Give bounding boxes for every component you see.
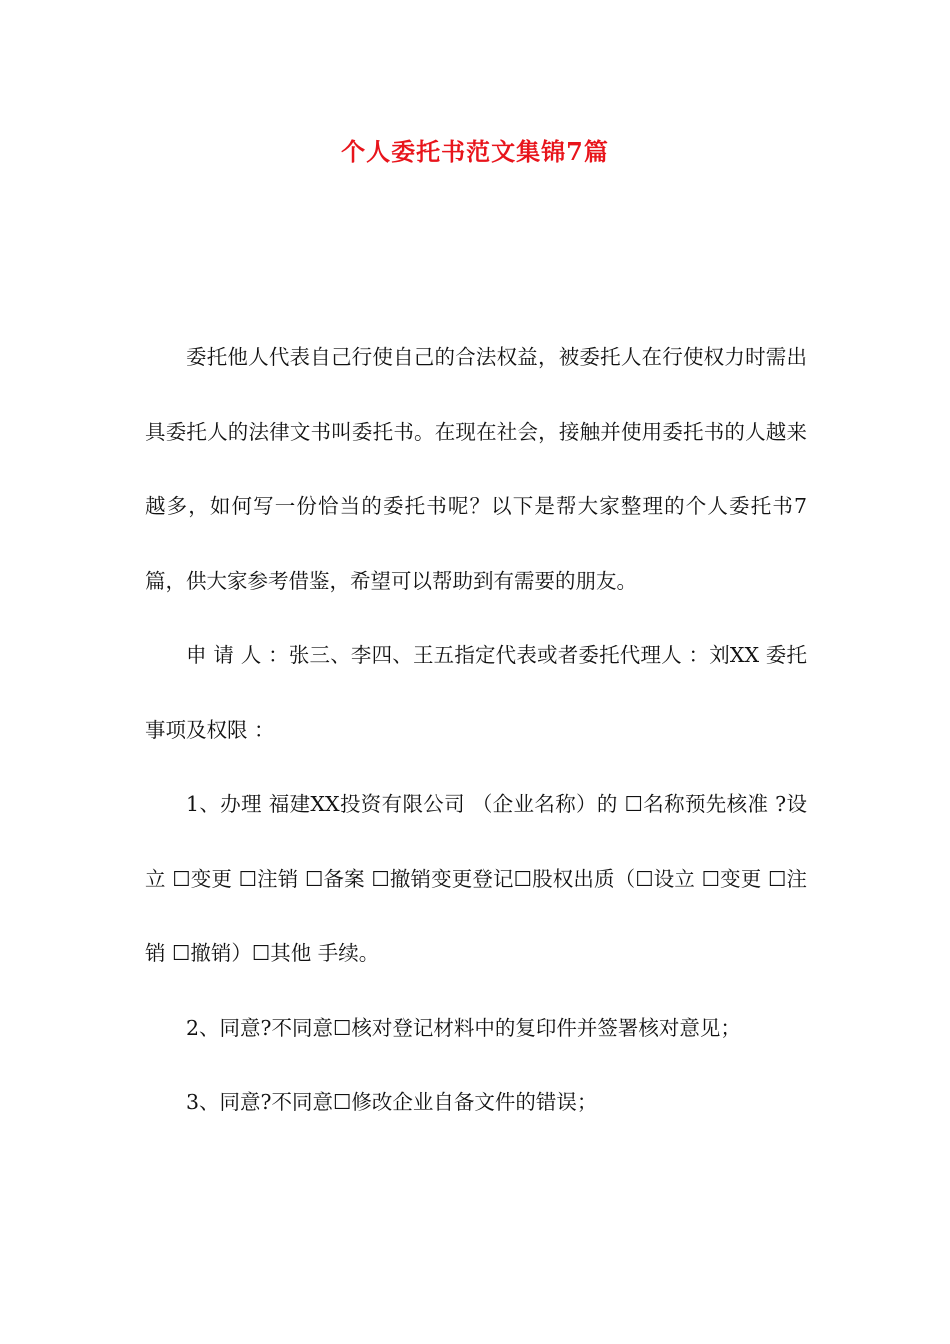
document-body [145,320,807,1140]
item-2-paragraph: 2、同意?不同意☐核对登记材料中的复印件并签署核对意见； [186,1015,741,1040]
intro-paragraph: 委托他人代表自己行使自己的合法权益，被委托人在行使权力时需出具委托人的法律文书叫委托书。在现在社会，接触并使用委托书的人越来越多，如何写一份恰当的委托书呢？以下是帮大家整理的个人委托书7篇，供大家参考借鉴，希望可以帮助到有需要的朋友。 [145,345,807,593]
applicant-paragraph: 申 请 人 ：张三、李四、王五指定代表或者委托代理人 ：刘XX 委托事项及权限 ： [145,643,807,742]
item-1-paragraph: 1、办理 福建XX投资有限公司 （企业名称）的 ☐名称预先核准 ?设立 ☐变更 ☐注销 ☐备案 ☐撤销变更登记☐股权出质（☐设立 ☐变更 ☐注销 ☐撤销）☐其他 手续。 [145,792,807,965]
item-3-paragraph: 3、同意?不同意☐修改企业自备文件的错误； [186,1090,598,1114]
document-title: 个人委托书范文集锦7篇 [341,137,609,166]
